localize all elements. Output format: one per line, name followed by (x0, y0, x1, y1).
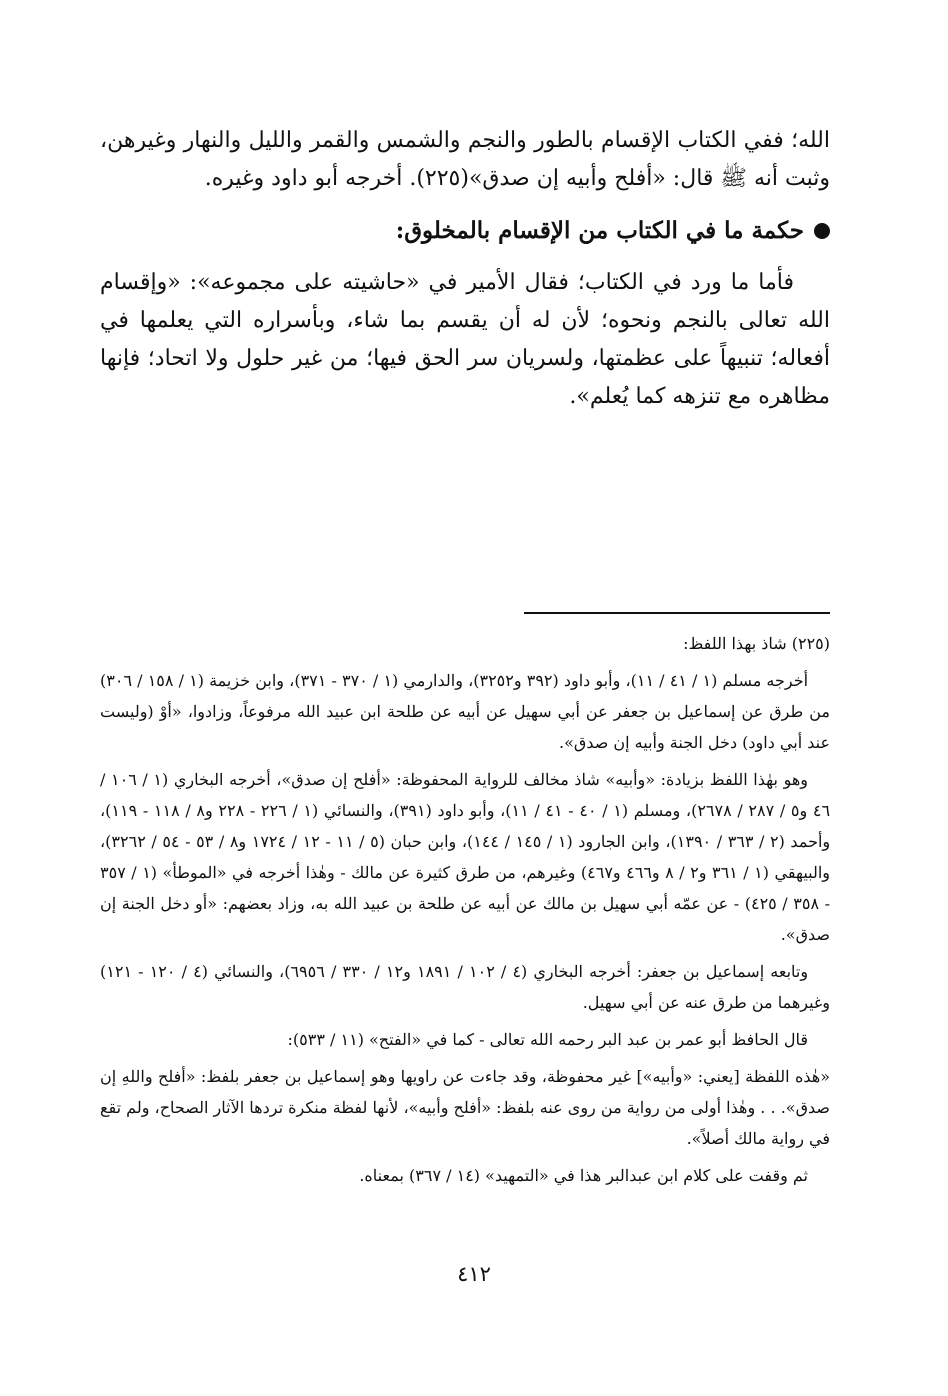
footnote-paragraph: ثم وقفت على كلام ابن عبدالبر هذا في «التمهيد» (١٤ / ٣٦٧) بمعناه. (359, 1166, 808, 1185)
footnotes (100, 628, 830, 1197)
section-heading (100, 212, 830, 250)
main-paragraph-1: الله؛ ففي الكتاب الإقسام بالطور والنجم والشمس والقمر والليل والنهار وغيرهن، وثبت أنه ﷺ قال: «أفلح وأبيه إن صدق»(٢٢٥). أخرجه أبو داود وغيره. (100, 128, 830, 191)
footnote-paragraph: قال الحافظ أبو عمر بن عبد البر رحمه الله تعالى - كما في «الفتح» (١١ / ٥٣٣): (287, 1030, 808, 1049)
section-heading-text: حكمة ما في الكتاب من الإقسام بالمخلوق: (395, 217, 804, 244)
footnote-divider (524, 612, 830, 614)
footnote-quote: «هٰذه اللفظة [يعني: «وأبيه»] غير محفوظة، وقد جاءت عن راويها وهو إسماعيل بن جعفر بلفظ: «أفلح واللهِ إن صدق». . . وهٰذا أولى من رواية من روى عنه بلفظ: «أفلح وأبيه»، لأنها لفظة منكرة تردها الآثار الصحاح، ولم تقع في رواية مالك أصلاً». (100, 1067, 830, 1148)
footnote-paragraph: وهو بهٰذا اللفظ بزيادة: «وأبيه» شاذ مخالف للرواية المحفوظة: «أفلح إن صدق»، أخرجه البخاري (١ / ١٠٦ / ٤٦ و٥ / ٢٨٧ / ٢٦٧٨)، ومسلم (١ / ٤٠ - ٤١ / ١١)، وأبو داود (٣٩١)، والنسائي (١ / ٢٢٦ - ٢٢٨ و٨ / ١١٨ - ١١٩)، وأحمد (٢ / ٣٦٣ / ١٣٩٠)، وابن الجارود (١ / ١٤٥ / ١٤٤)، وابن حبان (٥ / ١١ - ١٢ / ١٧٢٤ و٨ / ٥٣ - ٥٤ / ٣٢٦٢)، والبيهقي (١ / ٣٦١ و٢ / ٨ و٤٦٦ و٤٦٧) وغيرهم، من طرق كثيرة عن مالك - وهٰذا أخرجه في «الموطأ» (١ / ٣٥٧ - ٣٥٨ / ٤٢٥) - عن عمّه أبي سهيل بن مالك عن أبيه عن طلحة بن عبيد الله به، وزاد بعضهم: «أو دخل الجنة إن صدق». (100, 770, 831, 944)
footnote-heading: (٢٢٥) شاذ بهذا اللفظ: (683, 634, 830, 653)
page-body (100, 122, 831, 1185)
footnote-paragraph: أخرجه مسلم (١ / ٤١ / ١١)، وأبو داود (٣٩٢ و٣٢٥٢)، والدارمي (١ / ٣٧٠ - ٣٧١)، وابن خزيمة (١ / ١٥٨ / ٣٠٦) من طرق عن إسماعيل بن جعفر عن أبي سهيل عن أبيه عن طلحة ابن عبيد الله مرفوعاً، وزادوا، «أوْ (وليست عند أبي داود) دخل الجنة وأبيه إن صدق». (100, 671, 830, 752)
footnote-paragraph: وتابعه إسماعيل بن جعفر: أخرجه البخاري (٤ / ١٠٢ / ١٨٩١ و١٢ / ٣٣٠ / ٦٩٥٦)، والنسائي (٤ / ١٢٠ - ١٢١) وغيرهما من طرق عنه عن أبي سهيل. (100, 962, 830, 1012)
page-number: ٤١٢ (457, 1262, 491, 1286)
main-paragraph-2: فأما ما ورد في الكتاب؛ فقال الأمير في «حاشيته على مجموعه»: «وإقسام الله تعالى بالنجم ونحوه؛ لأن له أن يقسم بما شاء، وبأسراره التي يعلمها في أفعاله؛ تنبيهاً على عظمتها، ولسريان سر الحق فيها؛ من غير حلول ولا اتحاد؛ فإنها مظاهره مع تنزهه كما يُعلم». (100, 270, 830, 409)
bullet-icon (814, 223, 830, 239)
